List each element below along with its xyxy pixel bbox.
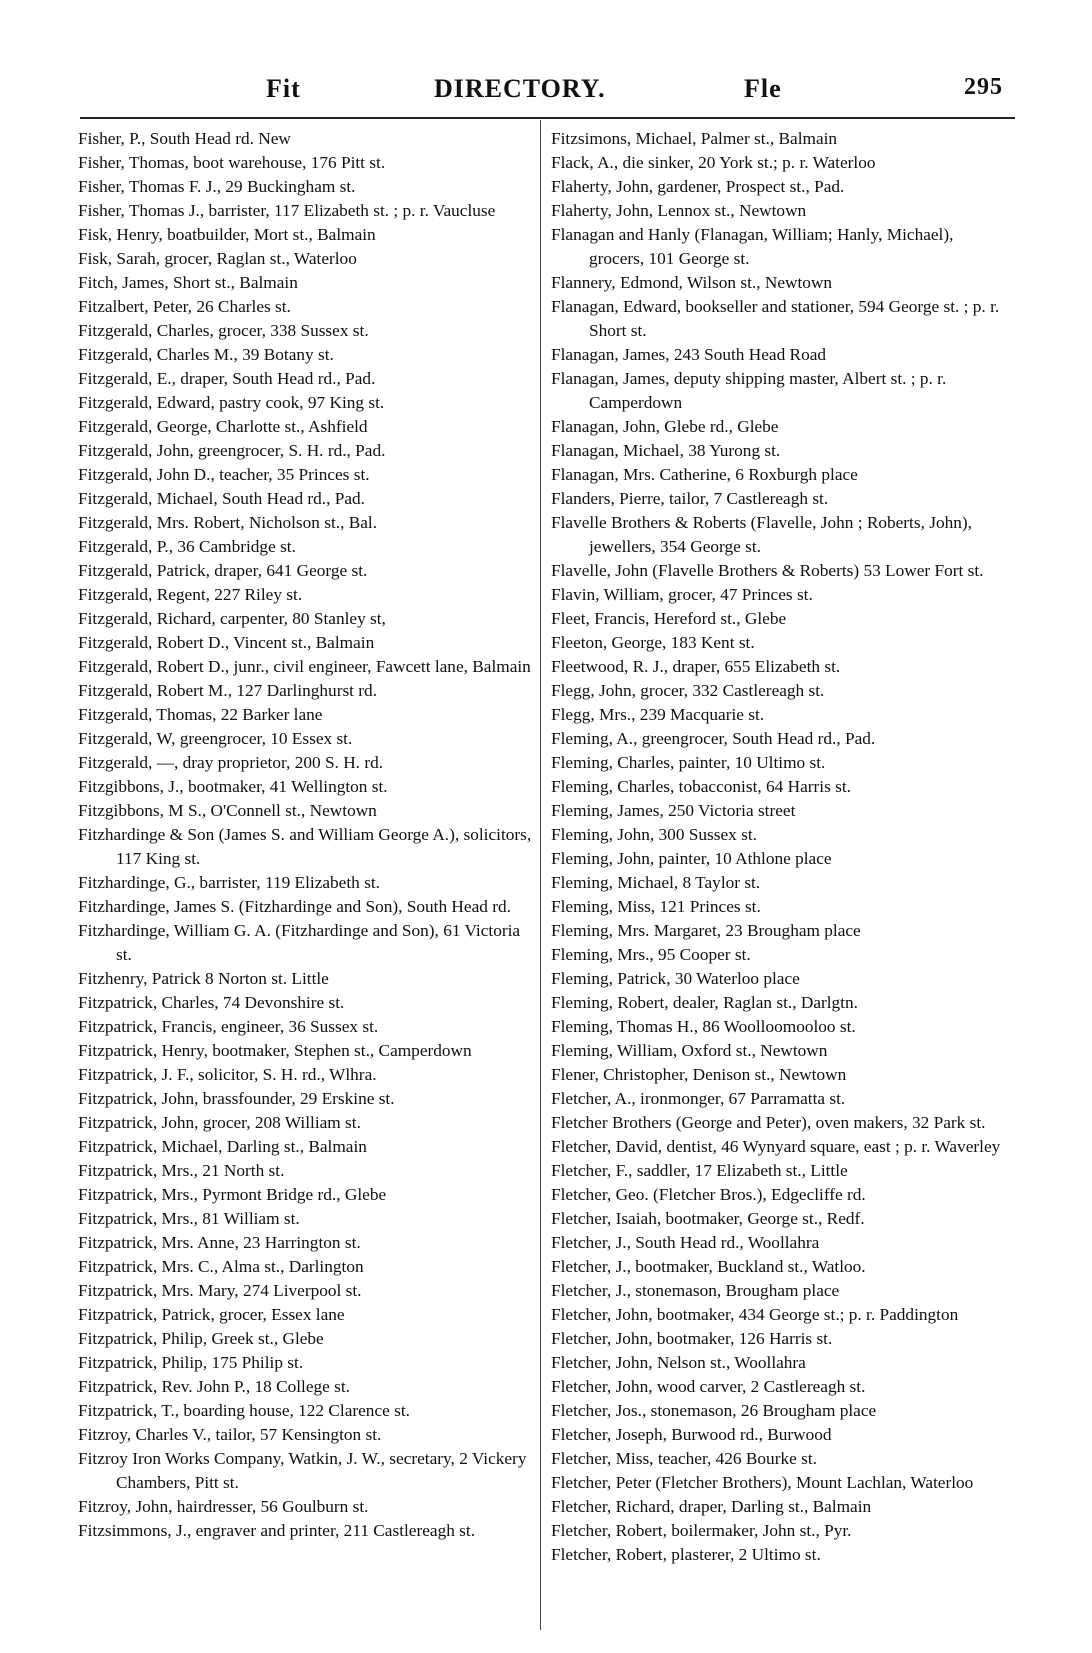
right-column bbox=[551, 127, 1009, 1567]
directory-entry: Fletcher, Robert, boilermaker, John st., Pyr. bbox=[551, 1521, 852, 1540]
directory-entry: Fleetwood, R. J., draper, 655 Elizabeth st. bbox=[551, 657, 841, 676]
directory-entry: Fletcher, Isaiah, bootmaker, George st., Redf. bbox=[551, 1209, 865, 1228]
directory-entry: Fitzgerald, Michael, South Head rd., Pad. bbox=[78, 489, 365, 508]
directory-entry: Fitzgerald, P., 36 Cambridge st. bbox=[78, 537, 296, 556]
directory-entry: Fitzgerald, Charles M., 39 Botany st. bbox=[78, 345, 334, 364]
directory-entry: Fisk, Sarah, grocer, Raglan st., Waterloo bbox=[78, 249, 357, 268]
directory-entry: Fitzgerald, Robert D., Vincent st., Balmain bbox=[78, 633, 375, 652]
directory-entry: Flanagan, Michael, 38 Yurong st. bbox=[551, 441, 781, 460]
directory-entry: Fitzpatrick, Charles, 74 Devonshire st. bbox=[78, 993, 345, 1012]
directory-entry: Fitzhardinge, James S. (Fitzhardinge and Son), South Head rd. bbox=[78, 897, 511, 916]
directory-entry: Fleming, Miss, 121 Princes st. bbox=[551, 897, 761, 916]
directory-entry: Fletcher, John, Nelson st., Woollahra bbox=[551, 1353, 806, 1372]
directory-entry: Fitzpatrick, Mrs. C., Alma st., Darlington bbox=[78, 1257, 364, 1276]
directory-entry: Fitzhardinge & Son (James S. and William George A.), solicitors, 117 King st. bbox=[78, 825, 532, 868]
directory-entry: Fletcher, A., ironmonger, 67 Parramatta st. bbox=[551, 1089, 846, 1108]
directory-entry: Fleming, Mrs. Margaret, 23 Brougham place bbox=[551, 921, 861, 940]
directory-entry: Fitzhardinge, G., barrister, 119 Elizabeth st. bbox=[78, 873, 380, 892]
directory-entry: Fitzgerald, Robert M., 127 Darlinghurst rd. bbox=[78, 681, 378, 700]
directory-entry: Flanders, Pierre, tailor, 7 Castlereagh st. bbox=[551, 489, 829, 508]
directory-entry: Flavin, William, grocer, 47 Princes st. bbox=[551, 585, 813, 604]
directory-entry: Fitzpatrick, Michael, Darling st., Balmain bbox=[78, 1137, 367, 1156]
directory-entry: Fitzgibbons, M S., O'Connell st., Newtown bbox=[78, 801, 377, 820]
directory-entry: Fletcher, John, wood carver, 2 Castlereagh st. bbox=[551, 1377, 866, 1396]
directory-entry: Fitzgerald, Edward, pastry cook, 97 King st. bbox=[78, 393, 385, 412]
directory-entry: Fleming, Robert, dealer, Raglan st., Darlgtn. bbox=[551, 993, 858, 1012]
directory-entry: Fletcher Brothers (George and Peter), oven makers, 32 Park st. bbox=[551, 1113, 986, 1132]
directory-entry: Fitzpatrick, Henry, bootmaker, Stephen st., Camperdown bbox=[78, 1041, 472, 1060]
directory-entry: Fitzgerald, Charles, grocer, 338 Sussex st. bbox=[78, 321, 369, 340]
directory-entry: Fleming, John, 300 Sussex st. bbox=[551, 825, 757, 844]
directory-entry: Fitzhenry, Patrick 8 Norton st. Little bbox=[78, 969, 329, 988]
directory-entry: Fitzgerald, Mrs. Robert, Nicholson st., Bal. bbox=[78, 513, 378, 532]
directory-entry: Fitzroy, John, hairdresser, 56 Goulburn st. bbox=[78, 1497, 369, 1516]
directory-entry: Flener, Christopher, Denison st., Newtown bbox=[551, 1065, 847, 1084]
directory-entry: Fletcher, Miss, teacher, 426 Bourke st. bbox=[551, 1449, 817, 1468]
directory-entry: Fitzpatrick, John, brassfounder, 29 Erskine st. bbox=[78, 1089, 395, 1108]
directory-entry: Flaherty, John, Lennox st., Newtown bbox=[551, 201, 807, 220]
directory-entry: Fletcher, David, dentist, 46 Wynyard square, east ; p. r. Waverley bbox=[551, 1137, 1001, 1156]
directory-entry: Fletcher, Richard, draper, Darling st., Balmain bbox=[551, 1497, 872, 1516]
directory-entry: Fitzpatrick, Philip, Greek st., Glebe bbox=[78, 1329, 324, 1348]
directory-entry: Fletcher, F., saddler, 17 Elizabeth st., Little bbox=[551, 1161, 848, 1180]
directory-entry: Fitzpatrick, T., boarding house, 122 Clarence st. bbox=[78, 1401, 410, 1420]
directory-entry: Fitzgerald, W, greengrocer, 10 Essex st. bbox=[78, 729, 353, 748]
directory-entry: Fletcher, J., bootmaker, Buckland st., Watloo. bbox=[551, 1257, 866, 1276]
directory-entry: Fitzpatrick, Mrs., 81 William st. bbox=[78, 1209, 300, 1228]
directory-entry: Fitzsimons, Michael, Palmer st., Balmain bbox=[551, 129, 838, 148]
page-number: 295 bbox=[964, 74, 1003, 100]
directory-entry: Fitzroy, Charles V., tailor, 57 Kensington st. bbox=[78, 1425, 382, 1444]
running-header bbox=[72, 74, 1022, 114]
directory-entry: Fitzgerald, George, Charlotte st., Ashfield bbox=[78, 417, 368, 436]
directory-entry: Fleming, John, painter, 10 Athlone place bbox=[551, 849, 832, 868]
directory-entry: Fitzpatrick, Mrs. Anne, 23 Harrington st. bbox=[78, 1233, 361, 1252]
directory-entry: Fisk, Henry, boatbuilder, Mort st., Balmain bbox=[78, 225, 376, 244]
directory-entry: Fitzpatrick, Rev. John P., 18 College st. bbox=[78, 1377, 351, 1396]
directory-entry: Fitzpatrick, John, grocer, 208 William st. bbox=[78, 1113, 361, 1132]
directory-entry: Fitzpatrick, Mrs., 21 North st. bbox=[78, 1161, 285, 1180]
column-divider bbox=[540, 120, 541, 1630]
directory-entry: Fitzgerald, John D., teacher, 35 Princes st. bbox=[78, 465, 370, 484]
directory-entry: Fisher, P., South Head rd. New bbox=[78, 129, 291, 148]
directory-entry: Fleming, James, 250 Victoria street bbox=[551, 801, 796, 820]
directory-entry: Fitzgerald, —, dray proprietor, 200 S. H. rd. bbox=[78, 753, 384, 772]
directory-entry: Fitzhardinge, William G. A. (Fitzhardinge and Son), 61 Victoria st. bbox=[78, 921, 521, 964]
directory-entry: Fleeton, George, 183 Kent st. bbox=[551, 633, 755, 652]
directory-entry: Flegg, John, grocer, 332 Castlereagh st. bbox=[551, 681, 825, 700]
directory-entry: Fitzpatrick, Mrs., Pyrmont Bridge rd., Glebe bbox=[78, 1185, 387, 1204]
header-rule bbox=[80, 117, 1015, 119]
directory-entry: Fletcher, Robert, plasterer, 2 Ultimo st. bbox=[551, 1545, 821, 1564]
directory-entry: Fleming, William, Oxford st., Newtown bbox=[551, 1041, 828, 1060]
directory-entry: Flanagan, James, deputy shipping master, Albert st. ; p. r. Camperdown bbox=[551, 369, 947, 412]
directory-entry: Fletcher, J., South Head rd., Woollahra bbox=[551, 1233, 820, 1252]
directory-entry: Flanagan, John, Glebe rd., Glebe bbox=[551, 417, 779, 436]
directory-entry: Fleming, Thomas H., 86 Woolloomooloo st. bbox=[551, 1017, 856, 1036]
directory-entry: Fisher, Thomas J., barrister, 117 Elizabeth st. ; p. r. Vaucluse bbox=[78, 201, 496, 220]
directory-entry: Fitzsimmons, J., engraver and printer, 211 Castlereagh st. bbox=[78, 1521, 476, 1540]
directory-entry: Flanagan, Edward, bookseller and stationer, 594 George st. ; p. r. Short st. bbox=[551, 297, 1000, 340]
directory-entry: Fleming, A., greengrocer, South Head rd., Pad. bbox=[551, 729, 876, 748]
directory-entry: Fitzroy Iron Works Company, Watkin, J. W., secretary, 2 Vickery Chambers, Pitt st. bbox=[78, 1449, 527, 1492]
directory-entry: Fleming, Charles, tobacconist, 64 Harris st. bbox=[551, 777, 851, 796]
directory-entry: Fitzgerald, Patrick, draper, 641 George st. bbox=[78, 561, 368, 580]
directory-entry: Fleming, Mrs., 95 Cooper st. bbox=[551, 945, 751, 964]
directory-entry: Fletcher, Peter (Fletcher Brothers), Mount Lachlan, Waterloo bbox=[551, 1473, 974, 1492]
directory-entry: Fitzgibbons, J., bootmaker, 41 Wellington st. bbox=[78, 777, 388, 796]
directory-entry: Fletcher, Joseph, Burwood rd., Burwood bbox=[551, 1425, 832, 1444]
directory-entry: Flack, A., die sinker, 20 York st.; p. r. Waterloo bbox=[551, 153, 876, 172]
directory-entry: Flaherty, John, gardener, Prospect st., Pad. bbox=[551, 177, 845, 196]
directory-entry: Fletcher, Jos., stonemason, 26 Brougham place bbox=[551, 1401, 877, 1420]
directory-entry: Flanagan and Hanly (Flanagan, William; Hanly, Michael), grocers, 101 George st. bbox=[551, 225, 954, 268]
directory-entry: Flavelle, John (Flavelle Brothers & Roberts) 53 Lower Fort st. bbox=[551, 561, 984, 580]
directory-entry: Flavelle Brothers & Roberts (Flavelle, John ; Roberts, John), jewellers, 354 George st. bbox=[551, 513, 972, 556]
directory-entry: Fletcher, John, bootmaker, 126 Harris st. bbox=[551, 1329, 833, 1348]
directory-entry: Fleet, Francis, Hereford st., Glebe bbox=[551, 609, 787, 628]
directory-entry: Fisher, Thomas, boot warehouse, 176 Pitt st. bbox=[78, 153, 386, 172]
directory-entry: Fleming, Charles, painter, 10 Ultimo st. bbox=[551, 753, 826, 772]
directory-entry: Fletcher, John, bootmaker, 434 George st.; p. r. Paddington bbox=[551, 1305, 959, 1324]
directory-entry: Flanagan, Mrs. Catherine, 6 Roxburgh place bbox=[551, 465, 858, 484]
directory-entry: Fitzpatrick, Patrick, grocer, Essex lane bbox=[78, 1305, 345, 1324]
directory-entry: Fitzpatrick, Francis, engineer, 36 Sussex st. bbox=[78, 1017, 379, 1036]
header-title: DIRECTORY. bbox=[434, 74, 606, 103]
directory-entry: Fleming, Patrick, 30 Waterloo place bbox=[551, 969, 800, 988]
directory-entry: Fitzpatrick, Mrs. Mary, 274 Liverpool st. bbox=[78, 1281, 362, 1300]
directory-entry: Fitzgerald, Regent, 227 Riley st. bbox=[78, 585, 303, 604]
directory-entry: Fleming, Michael, 8 Taylor st. bbox=[551, 873, 761, 892]
header-left-guide-word: Fit bbox=[266, 74, 301, 103]
directory-entry: Fitzgerald, Thomas, 22 Barker lane bbox=[78, 705, 323, 724]
directory-entry: Fitzalbert, Peter, 26 Charles st. bbox=[78, 297, 291, 316]
header-right-guide-word: Fle bbox=[744, 74, 782, 103]
directory-entry: Fisher, Thomas F. J., 29 Buckingham st. bbox=[78, 177, 356, 196]
directory-entry: Fletcher, Geo. (Fletcher Bros.), Edgecliffe rd. bbox=[551, 1185, 866, 1204]
directory-entry: Fitzgerald, Richard, carpenter, 80 Stanley st, bbox=[78, 609, 386, 628]
directory-entry: Fitzgerald, John, greengrocer, S. H. rd., Pad. bbox=[78, 441, 386, 460]
directory-entry: Flegg, Mrs., 239 Macquarie st. bbox=[551, 705, 765, 724]
directory-entry: Fitzgerald, Robert D., junr., civil engineer, Fawcett lane, Balmain bbox=[78, 657, 531, 676]
directory-entry: Flanagan, James, 243 South Head Road bbox=[551, 345, 827, 364]
directory-entry: Fitzgerald, E., draper, South Head rd., Pad. bbox=[78, 369, 376, 388]
directory-entry: Fitch, James, Short st., Balmain bbox=[78, 273, 298, 292]
directory-entry: Fitzpatrick, Philip, 175 Philip st. bbox=[78, 1353, 304, 1372]
directory-entry: Fletcher, J., stonemason, Brougham place bbox=[551, 1281, 840, 1300]
left-column bbox=[78, 127, 536, 1543]
directory-entry: Flannery, Edmond, Wilson st., Newtown bbox=[551, 273, 833, 292]
directory-entry: Fitzpatrick, J. F., solicitor, S. H. rd., Wlhra. bbox=[78, 1065, 377, 1084]
